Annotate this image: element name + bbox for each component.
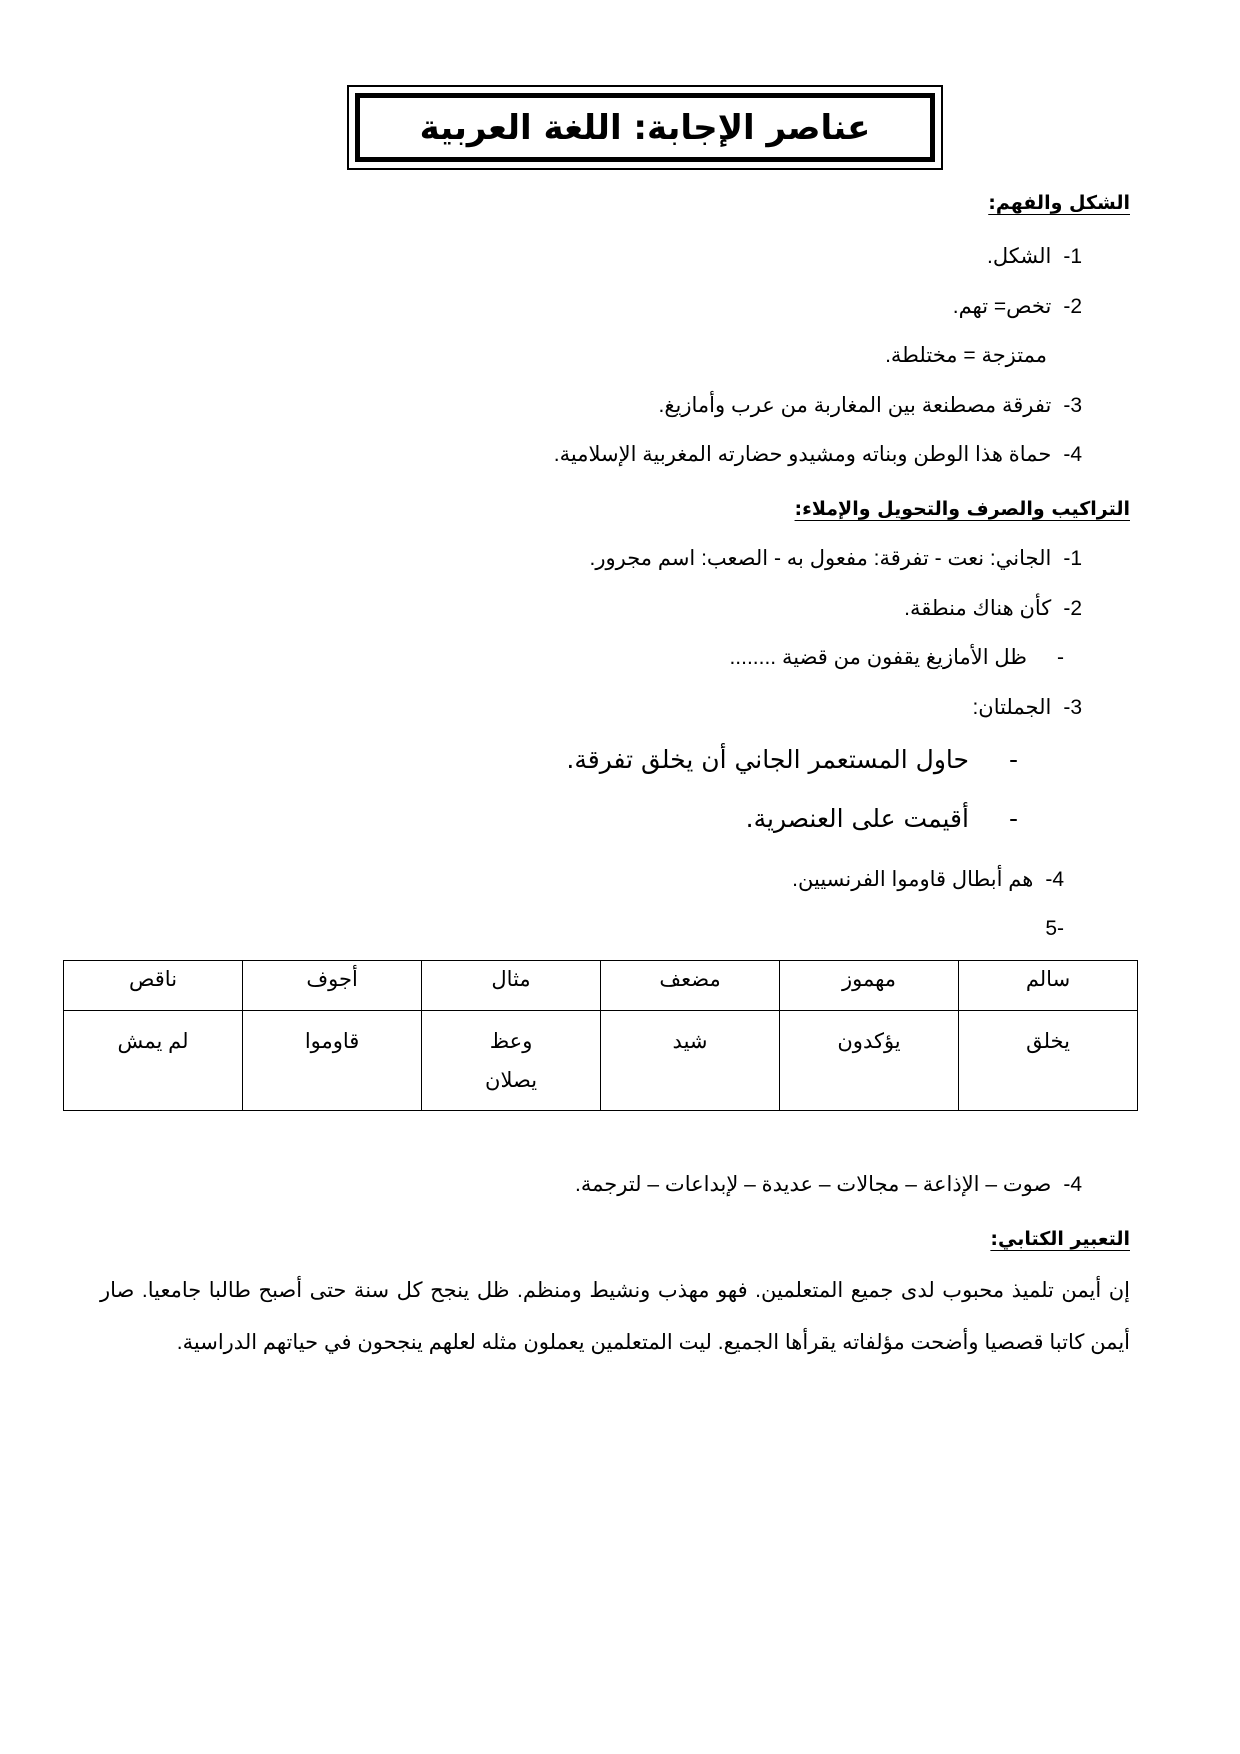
list-item xyxy=(885,343,1047,368)
section-heading-form-comprehension: الشكل والفهم: xyxy=(988,192,1130,214)
list-item xyxy=(972,695,1082,720)
list-item xyxy=(953,294,1082,319)
table-cell: يؤكدون xyxy=(780,1011,959,1111)
item-number: 4- xyxy=(1063,443,1082,466)
table-header-row xyxy=(64,961,1138,1011)
table-header-cell: مضعف xyxy=(601,961,780,1011)
page-title: عناصر الإجابة: اللغة العربية xyxy=(419,107,871,148)
table-cell: لم يمش xyxy=(64,1011,243,1111)
table-cell: شيد xyxy=(601,1011,780,1111)
list-item xyxy=(658,393,1082,418)
item-number: -5 xyxy=(1045,917,1064,940)
verb-types-table xyxy=(63,960,1138,1111)
list-item xyxy=(590,546,1083,571)
list-subitem xyxy=(729,645,1064,670)
item-text: الجاني: نعت - تفرقة: مفعول به - الصعب: اسم مجرور. xyxy=(589,547,1052,570)
section-heading-writing: التعبير الكتابي: xyxy=(990,1228,1130,1250)
item-number: 4- xyxy=(1063,1173,1082,1196)
item-number: 2- xyxy=(1063,597,1082,620)
table-header-cell: سالم xyxy=(959,961,1138,1011)
list-item xyxy=(1045,916,1064,941)
item-text: كأن هناك منطقة. xyxy=(904,597,1052,620)
item-text: الجملتان: xyxy=(972,696,1052,719)
item-text: الشكل. xyxy=(987,245,1052,268)
list-item xyxy=(575,1172,1082,1197)
item-text: صوت – الإذاعة – مجالات – عديدة – لإبداعات – لترجمة. xyxy=(575,1173,1052,1196)
table-header-cell: مثال xyxy=(422,961,601,1011)
item-text: تخص= تهم. xyxy=(952,295,1052,318)
table-header-cell: مهموز xyxy=(780,961,959,1011)
title-frame-inner xyxy=(355,93,935,162)
table-header-cell: ناقص xyxy=(64,961,243,1011)
item-text: تفرقة مصطنعة بين المغاربة من عرب وأمازيغ. xyxy=(658,394,1052,417)
item-text: ظل الأمازيغ يقفون من قضية ........ xyxy=(729,646,1027,669)
section-heading-structures: التراكيب والصرف والتحويل والإملاء: xyxy=(794,498,1130,520)
list-subitem xyxy=(566,745,1018,775)
item-number: 4- xyxy=(1045,868,1064,891)
list-item xyxy=(792,867,1064,892)
list-item xyxy=(987,244,1082,269)
item-dash: - xyxy=(1057,646,1064,669)
item-number: 3- xyxy=(1063,696,1082,719)
table-row xyxy=(64,1011,1138,1111)
list-item xyxy=(554,442,1082,467)
item-number: 2- xyxy=(1063,295,1082,318)
item-number: 1- xyxy=(1063,245,1082,268)
item-number: 1- xyxy=(1063,547,1082,570)
table-cell xyxy=(422,1011,601,1111)
item-dash: - xyxy=(1008,745,1018,774)
writing-paragraph: إن أيمن تلميذ محبوب لدى جميع المتعلمين. فهو مهذب ونشيط ومنظم. ظل ينجح كل سنة حتى أصبح طالبا جامعيا. صار أيمن كاتبا قصصيا وأضحت مؤلفاته يقرأها الجميع. ليت المتعلمين يعملون مثله لعلهم ينجحون في حياتهم الدراسية. xyxy=(100,1279,1130,1354)
table-cell-line: يصلان xyxy=(485,1068,538,1092)
item-text: هم أبطال قاوموا الفرنسيين. xyxy=(792,868,1034,891)
table-cell: يخلق xyxy=(959,1011,1138,1111)
table-header-cell: أجوف xyxy=(243,961,422,1011)
list-subitem xyxy=(746,804,1018,834)
item-dash: - xyxy=(1008,804,1018,833)
table-cell: قاوموا xyxy=(243,1011,422,1111)
list-item xyxy=(904,596,1082,621)
table-cell-line: وعظ xyxy=(489,1030,533,1053)
item-number: 3- xyxy=(1063,394,1082,417)
item-text: ممتزجة = مختلطة. xyxy=(885,344,1047,367)
title-frame xyxy=(347,85,943,170)
item-text: حماة هذا الوطن وبناته ومشيدو حضارته المغربية الإسلامية. xyxy=(553,443,1052,466)
item-text: حاول المستعمر الجاني أن يخلق تفرقة. xyxy=(566,745,969,774)
item-text: أقيمت على العنصرية. xyxy=(745,804,969,833)
